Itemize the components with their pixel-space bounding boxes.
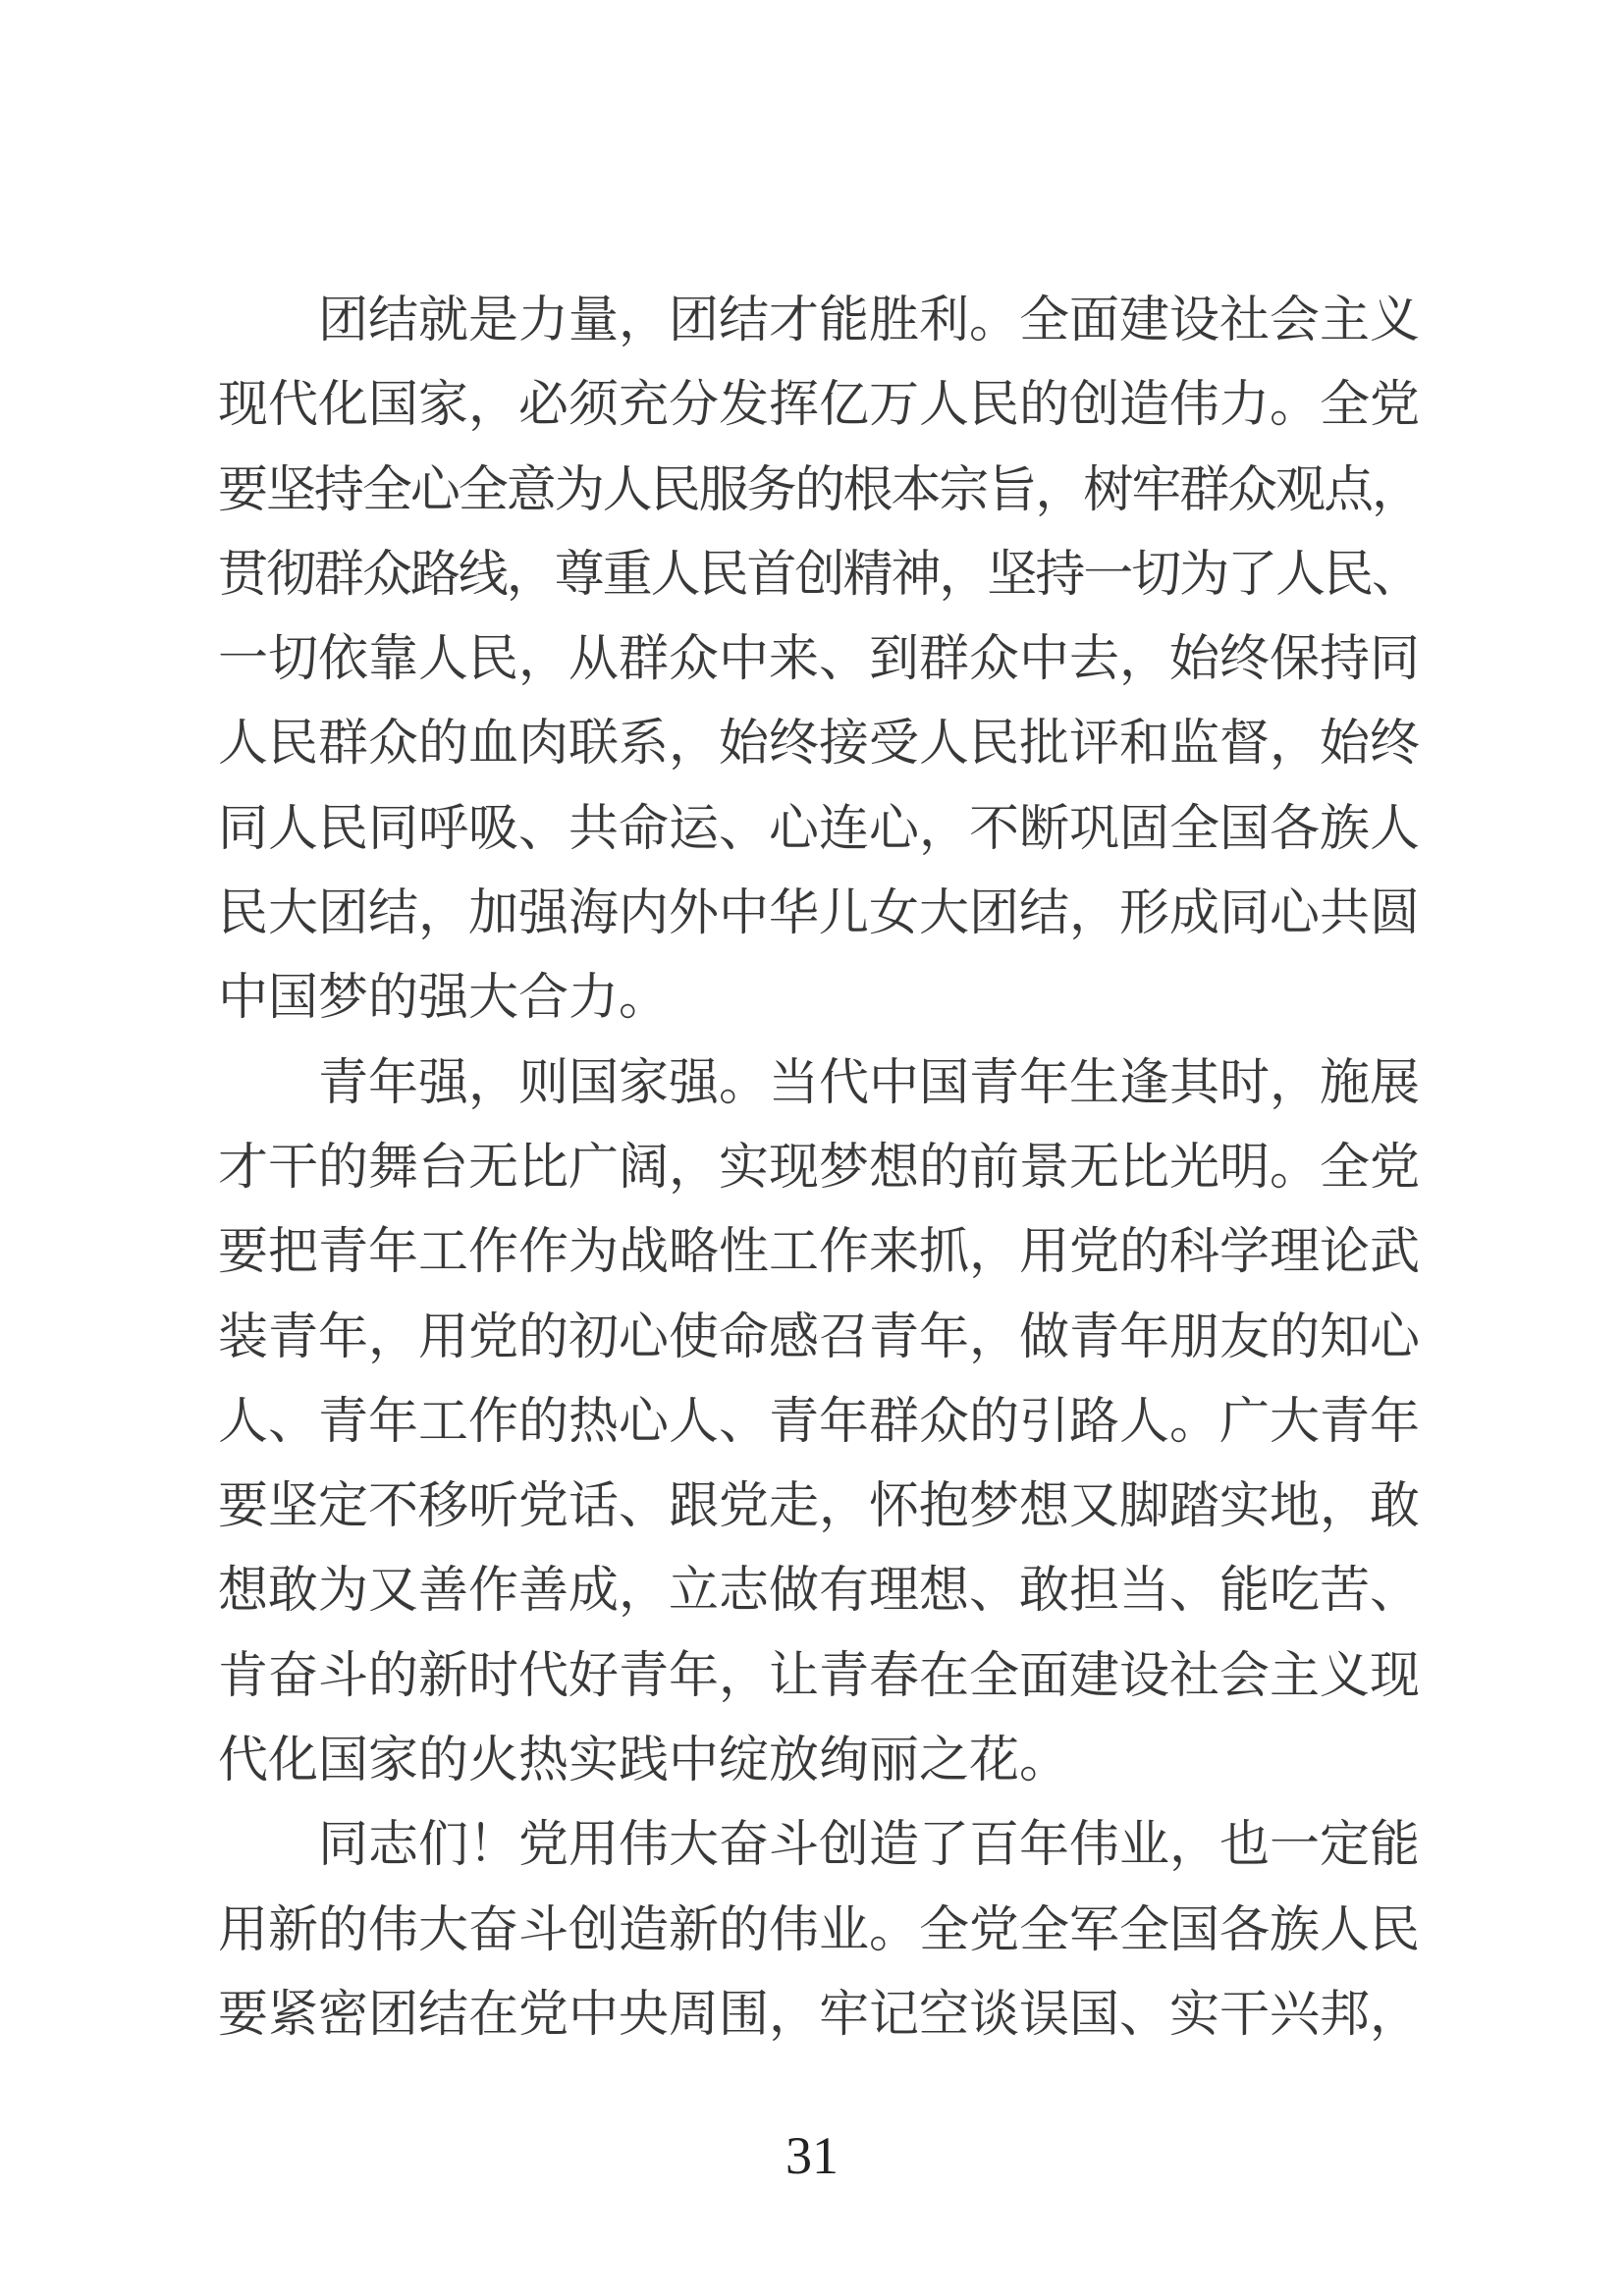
text-line-content: 才干的舞台无比广阔，实现梦想的前景无比光明。全党 [218,1140,1421,1196]
text-line [218,1973,1420,2057]
text-line-content: 民大团结，加强海内外中华儿女大团结，形成同心共圆 [218,886,1421,942]
text-line-content: 装青年，用党的初心使命感召青年，做青年朋友的知心 [218,1309,1421,1365]
text-line [218,1803,1420,1888]
text-line-content: 肯奋斗的新时代好青年，让青春在全面建设社会主义现 [218,1648,1421,1704]
text-line [218,1719,1420,1803]
text-line-content: 要坚持全心全意为人民服务的根本宗旨，树牢群众观点， [218,462,1421,518]
text-line [218,363,1420,448]
text-line [218,279,1420,363]
text-line-content: 人、青年工作的热心人、青年群众的引路人。广大青年 [218,1394,1421,1450]
text-line [218,787,1420,872]
text-line [218,449,1420,533]
text-line [218,533,1420,617]
text-line-content: 要紧密团结在党中央周围，牢记空谈误国、实干兴邦， [218,1987,1421,2043]
text-line-content: 一切依靠人民，从群众中来、到群众中去，始终保持同 [218,632,1421,688]
text-line-content: 贯彻群众路线，尊重人民首创精神，坚持一切为了人民、 [218,547,1421,603]
text-line [218,1549,1420,1633]
text-line [218,1380,1420,1465]
text-line [218,1465,1420,1549]
text-line [218,1041,1420,1126]
text-line-content: 用新的伟大奋斗创造新的伟业。全党全军全国各族人民 [218,1902,1421,1958]
text-line [218,956,1420,1041]
text-line-content: 想敢为又善作善成，立志做有理想、敢担当、能吃苦、 [218,1564,1421,1620]
text-line [218,1296,1420,1380]
text-line-content: 现代化国家，必须充分发挥亿万人民的创造伟力。全党 [218,378,1421,434]
text-line [218,1210,1420,1295]
text-line [218,702,1420,786]
text-line-content: 中国梦的强大合力。 [218,971,670,1027]
text-line [218,1126,1420,1210]
body-text [218,279,1420,2057]
text-line [218,1634,1420,1719]
text-line-content: 同人民同呼吸、共命运、心连心，不断巩固全国各族人 [218,801,1421,857]
page-number: 31 [785,2126,839,2185]
text-line-content: 要把青年工作作为战略性工作来抓，用党的科学理论武 [218,1225,1421,1281]
text-line-content: 代化国家的火热实践中绽放绚丽之花。 [218,1734,1070,1789]
text-line-content: 要坚定不移听党话、跟党走，怀抱梦想又脚踏实地，敢 [218,1479,1421,1535]
text-line [218,872,1420,956]
text-line-content: 同志们！党用伟大奋斗创造了百年伟业，也一定能 [318,1818,1421,1874]
text-line-content: 人民群众的血肉联系，始终接受人民批评和监督，始终 [218,717,1421,773]
text-line-content: 青年强，则国家强。当代中国青年生逢其时，施展 [318,1055,1421,1111]
text-line-content: 团结就是力量，团结才能胜利。全面建设社会主义 [318,294,1421,348]
text-line [218,1889,1420,1973]
text-line [218,617,1420,702]
